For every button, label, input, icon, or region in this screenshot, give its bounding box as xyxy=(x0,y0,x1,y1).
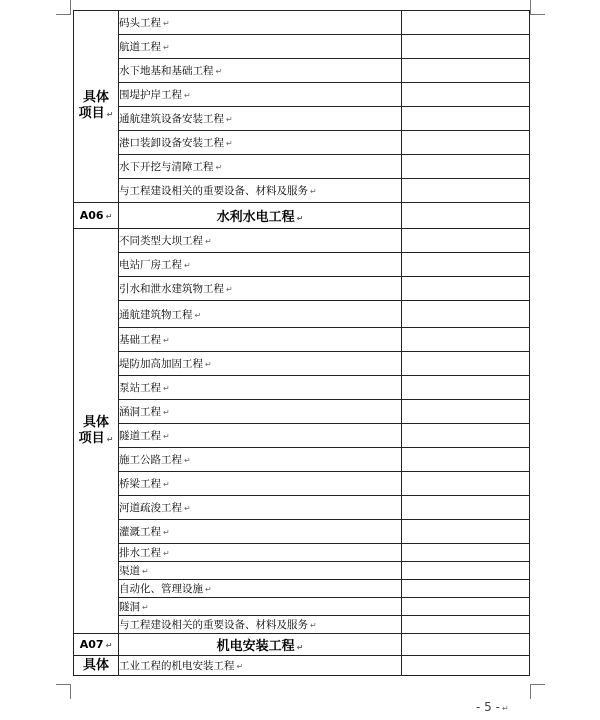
category-code: A07 ↵ xyxy=(74,634,119,656)
remarks-cell xyxy=(402,376,530,400)
remarks-cell xyxy=(402,328,530,352)
project-item-text: 通航建筑物工程 xyxy=(119,308,193,321)
project-item xyxy=(119,107,402,131)
page-number: - 5 - ↵ xyxy=(476,700,509,714)
paragraph-mark: ↵ xyxy=(163,43,170,52)
remarks-cell xyxy=(402,179,530,203)
paragraph-mark: ↵ xyxy=(205,237,212,246)
paragraph-mark: ↵ xyxy=(163,384,170,393)
paragraph-mark: ↵ xyxy=(310,187,317,196)
project-item xyxy=(119,496,402,520)
remarks-cell xyxy=(402,35,530,59)
section-label-line: 具体 xyxy=(82,90,109,105)
project-item xyxy=(119,544,402,562)
table-row xyxy=(74,400,530,424)
paragraph-mark: ↵ xyxy=(215,163,223,172)
paragraph-mark: ↵ xyxy=(310,621,317,630)
paragraph-mark: ↵ xyxy=(163,432,170,441)
table-row xyxy=(74,656,530,676)
table-row xyxy=(74,83,530,107)
remarks-cell xyxy=(402,580,530,598)
table-row xyxy=(74,107,530,131)
category-header-row xyxy=(74,203,530,229)
remarks-cell xyxy=(402,277,530,301)
paragraph-mark: ↵ xyxy=(184,261,191,270)
project-item xyxy=(119,562,402,580)
table-row xyxy=(74,131,530,155)
project-item-text: 航道工程 xyxy=(119,41,161,53)
project-item xyxy=(119,179,402,203)
crop-mark-top-left xyxy=(56,0,71,15)
paragraph-mark: ↵ xyxy=(226,139,233,148)
project-item-text: 不同类型大坝工程 xyxy=(119,235,203,247)
project-item xyxy=(119,11,402,35)
table-row xyxy=(74,155,530,179)
remarks-cell xyxy=(402,203,530,229)
project-item-text: 水下开挖与清障工程 xyxy=(119,161,214,173)
project-item-text: 水下地基和基础工程 xyxy=(119,65,214,77)
project-item-text: 排水工程 xyxy=(119,547,161,559)
project-item-text: 涵洞工程 xyxy=(119,406,161,418)
remarks-cell xyxy=(402,472,530,496)
project-item xyxy=(119,580,402,598)
paragraph-mark: ↵ xyxy=(142,567,149,576)
project-item xyxy=(119,424,402,448)
paragraph-mark: ↵ xyxy=(184,456,191,465)
project-item-text: 隧洞 xyxy=(119,601,140,613)
category-title: 机电安装工程 ↵ xyxy=(119,634,402,656)
project-item xyxy=(119,35,402,59)
remarks-cell xyxy=(402,107,530,131)
project-item xyxy=(119,520,402,544)
remarks-cell xyxy=(402,229,530,253)
paragraph-mark: ↵ xyxy=(194,310,202,320)
table-row xyxy=(74,376,530,400)
table-row xyxy=(74,59,530,83)
project-item xyxy=(119,376,402,400)
project-item-text: 围堤护岸工程 xyxy=(119,89,182,101)
remarks-cell xyxy=(402,59,530,83)
project-item-text: 自动化、管理设施 xyxy=(119,583,203,595)
remarks-cell xyxy=(402,352,530,376)
section-label-line: 项目 ↵ xyxy=(78,106,114,121)
remarks-cell xyxy=(402,448,530,472)
table-row xyxy=(74,179,530,203)
project-item xyxy=(119,155,402,179)
remarks-cell xyxy=(402,11,530,35)
paragraph-mark: ↵ xyxy=(163,19,170,28)
table-row xyxy=(74,448,530,472)
project-item xyxy=(119,253,402,277)
project-item-text: 基础工程 xyxy=(119,334,161,346)
project-item xyxy=(119,598,402,616)
project-item xyxy=(119,616,402,634)
table-row xyxy=(74,544,530,562)
project-item xyxy=(119,472,402,496)
project-item xyxy=(119,656,402,676)
project-item-text: 与工程建设相关的重要设备、材料及服务 xyxy=(119,185,308,197)
project-item-text: 施工公路工程 xyxy=(119,454,182,466)
project-item-text: 港口装卸设备安装工程 xyxy=(119,137,224,149)
paragraph-mark: ↵ xyxy=(205,585,212,594)
table-row xyxy=(74,598,530,616)
category-header-row xyxy=(74,634,530,656)
project-item-text: 泵站工程 xyxy=(119,382,161,394)
project-item-text: 河道疏浚工程 xyxy=(119,502,182,514)
crop-mark-top-right xyxy=(530,0,545,15)
project-item-text: 堤防加高加固工程 xyxy=(119,358,203,370)
remarks-cell xyxy=(402,253,530,277)
table-row xyxy=(74,424,530,448)
table-row xyxy=(74,580,530,598)
table-row xyxy=(74,472,530,496)
project-item-text: 隧道工程 xyxy=(119,430,161,442)
table-row xyxy=(74,496,530,520)
remarks-cell xyxy=(402,520,530,544)
table-row xyxy=(74,277,530,301)
remarks-cell xyxy=(402,562,530,580)
project-item-text: 渠道 xyxy=(119,565,140,577)
remarks-cell xyxy=(402,616,530,634)
project-item-text: 工业工程的机电安装工程 xyxy=(119,660,235,672)
project-item xyxy=(119,83,402,107)
crop-mark-bottom-right xyxy=(530,684,545,699)
paragraph-mark: ↵ xyxy=(163,480,170,489)
project-item xyxy=(119,448,402,472)
paragraph-mark: ↵ xyxy=(205,360,212,369)
project-item xyxy=(119,277,402,301)
table-row xyxy=(74,253,530,277)
remarks-cell xyxy=(402,131,530,155)
project-item xyxy=(119,400,402,424)
project-item-text: 灌溉工程 xyxy=(119,526,161,538)
project-item xyxy=(119,328,402,352)
project-item-text: 电站厂房工程 xyxy=(119,259,182,271)
project-item-text: 引水和泄水建筑物工程 xyxy=(119,283,224,295)
paragraph-mark: ↵ xyxy=(226,285,233,294)
project-item-text: 与工程建设相关的重要设备、材料及服务 xyxy=(119,619,308,631)
table-row xyxy=(74,301,530,328)
paragraph-mark: ↵ xyxy=(142,603,149,612)
paragraph-mark: ↵ xyxy=(226,115,233,124)
project-category-table xyxy=(73,10,530,676)
table-row xyxy=(74,520,530,544)
section-label xyxy=(74,11,119,203)
section-label-line: 项目 ↵ xyxy=(78,430,114,446)
remarks-cell xyxy=(402,656,530,676)
remarks-cell xyxy=(402,544,530,562)
paragraph-mark: ↵ xyxy=(163,528,170,537)
remarks-cell xyxy=(402,634,530,656)
table-row xyxy=(74,562,530,580)
paragraph-mark: ↵ xyxy=(184,91,191,100)
section-label xyxy=(74,229,119,634)
remarks-cell xyxy=(402,424,530,448)
project-item-text: 通航建筑设备安装工程 xyxy=(119,113,224,125)
remarks-cell xyxy=(402,301,530,328)
section-label xyxy=(74,656,119,676)
remarks-cell xyxy=(402,400,530,424)
table-row xyxy=(74,352,530,376)
table-row xyxy=(74,229,530,253)
remarks-cell xyxy=(402,598,530,616)
remarks-cell xyxy=(402,83,530,107)
project-item xyxy=(119,352,402,376)
crop-mark-bottom-left xyxy=(56,684,71,699)
paragraph-mark: ↵ xyxy=(236,662,244,671)
table-row xyxy=(74,11,530,35)
remarks-cell xyxy=(402,155,530,179)
project-item xyxy=(119,229,402,253)
remarks-cell xyxy=(402,496,530,520)
project-item xyxy=(119,131,402,155)
section-label-line: 具体 xyxy=(82,657,109,673)
section-label-line: 具体 xyxy=(82,414,109,430)
paragraph-mark: ↵ xyxy=(184,504,191,513)
category-code: A06 ↵ xyxy=(74,203,119,229)
table-row xyxy=(74,35,530,59)
paragraph-mark: ↵ xyxy=(215,67,223,76)
paragraph-mark: ↵ xyxy=(163,408,170,417)
project-item xyxy=(119,301,402,328)
project-item xyxy=(119,59,402,83)
paragraph-mark: ↵ xyxy=(163,336,170,345)
paragraph-mark: ↵ xyxy=(163,549,170,558)
project-item-text: 码头工程 xyxy=(119,17,161,29)
table-row xyxy=(74,616,530,634)
table-row xyxy=(74,328,530,352)
project-item-text: 桥梁工程 xyxy=(119,478,161,490)
category-title: 水利水电工程 ↵ xyxy=(119,203,402,229)
